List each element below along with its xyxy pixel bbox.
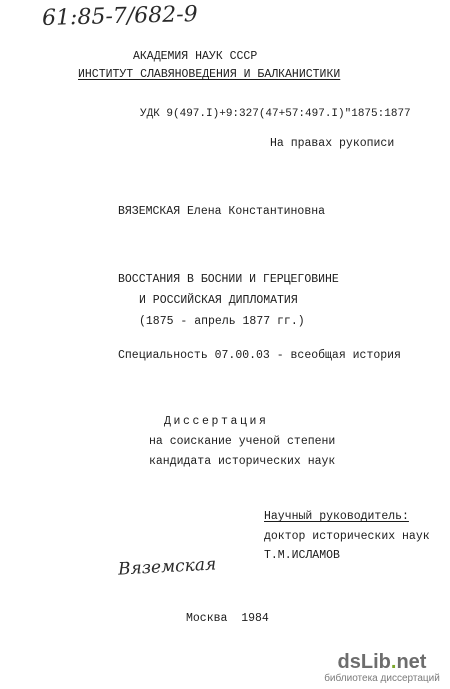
academy-heading: АКАДЕМИЯ НАУК СССР — [133, 50, 258, 63]
rights-note: На правах рукописи — [270, 137, 395, 150]
dslib-logo-dot: . — [390, 651, 397, 673]
place-year: Москва 1984 — [186, 612, 269, 625]
dissertation-word: Диссертация — [164, 415, 269, 428]
dslib-logo-tld: net — [396, 651, 427, 673]
author-name: ВЯЗЕМСКАЯ Елена Константиновна — [118, 205, 326, 218]
dissertation-degree-line: на соискание ученой степени — [149, 435, 336, 448]
supervisor-degree: доктор исторических наук — [264, 530, 430, 543]
dslib-watermark — [322, 651, 442, 685]
title-line-3: (1875 - апрель 1877 гг.) — [139, 315, 305, 328]
dslib-subtitle: библиотека диссертаций — [324, 673, 440, 684]
institute-heading: ИНСТИТУТ СЛАВЯНОВЕДЕНИЯ И БАЛКАНИСТИКИ — [78, 68, 341, 81]
title-line-1: ВОССТАНИЯ В БОСНИИ И ГЕРЦЕГОВИНЕ — [118, 273, 339, 286]
specialty: Специальность 07.00.03 - всеобщая история — [118, 349, 401, 362]
archive-code: 61:85-7/682-9 — [41, 1, 198, 32]
dslib-logo — [322, 651, 442, 673]
supervisor-name: Т.М.ИСЛАМОВ — [264, 549, 340, 562]
udk-code: УДК 9(497.I)+9:327(47+57:497.I)"1875:1877 — [140, 108, 411, 120]
supervisor-label: Научный руководитель: — [264, 510, 409, 523]
author-signature: Вяземская — [117, 554, 217, 580]
dissertation-field-line: кандидата исторических наук — [149, 455, 336, 468]
title-line-2: И РОССИЙСКАЯ ДИПЛОМАТИЯ — [139, 294, 298, 307]
dslib-logo-main: dsLib — [337, 651, 391, 673]
